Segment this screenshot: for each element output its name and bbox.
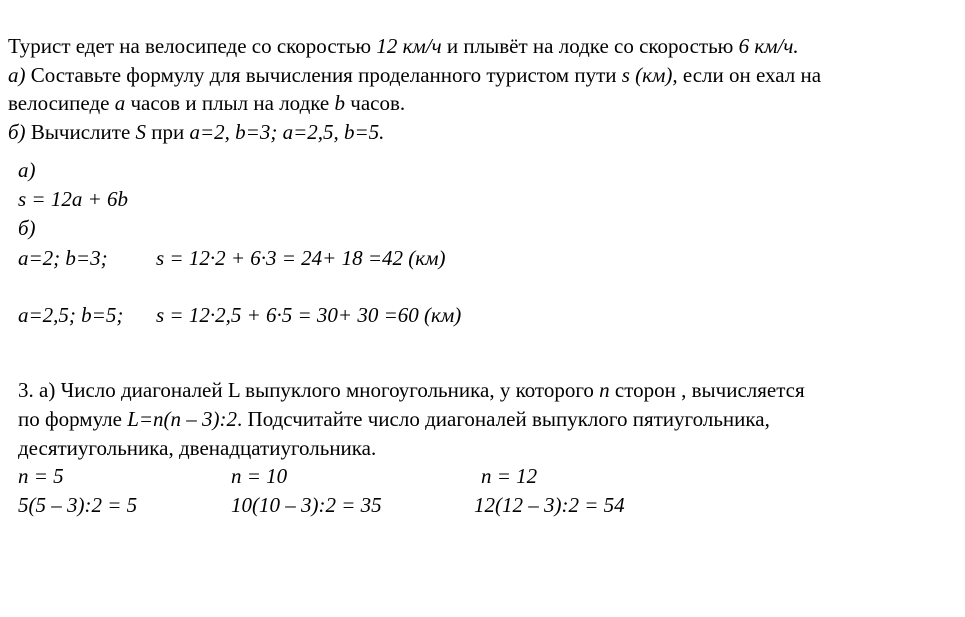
- text: 3. а) Число диагоналей L выпуклого многоугольника, у которого: [18, 378, 600, 402]
- text: . Подсчитайте число диагоналей выпуклого пятиугольника,: [237, 407, 770, 431]
- case-n12: n = 12: [481, 464, 538, 488]
- text: при: [146, 120, 190, 144]
- case2-vars: a=2,5; b=5;: [18, 303, 124, 327]
- var-s: s (км),: [621, 63, 678, 87]
- speed-bike: 12 км/ч: [376, 34, 442, 58]
- text: по формуле: [18, 407, 128, 431]
- problem3-line3: десятиугольника, двенадцатиугольника.: [18, 436, 377, 460]
- case-n5: n = 5: [18, 464, 64, 488]
- problem3-line2: [18, 407, 770, 431]
- text: Турист едет на велосипеде со скоростью: [8, 34, 377, 58]
- case2-calc: s = 12·2,5 + 6·5 = 30+ 30 =60 (км): [156, 303, 462, 327]
- text: и плывёт на лодке со скоростью: [441, 34, 739, 58]
- text: велосипеде: [8, 91, 115, 115]
- calc-n12: 12(12 – 3):2 = 54: [474, 493, 625, 517]
- text: Составьте формулу для вычисления проделанного туристом пути: [25, 63, 622, 87]
- text: часов и плыл на лодке: [125, 91, 335, 115]
- problem3-line1: [18, 378, 805, 402]
- text: часов.: [345, 91, 406, 115]
- problem2-line4: [8, 120, 384, 144]
- case-n10: n = 10: [231, 464, 288, 488]
- text: сторон , вычисляется: [609, 378, 805, 402]
- var-n: n: [599, 378, 610, 402]
- calc-n10: 10(10 – 3):2 = 35: [231, 493, 382, 517]
- var-b: b: [334, 91, 346, 115]
- solution-formula: s = 12a + 6b: [18, 187, 129, 211]
- solution-b-label: б): [18, 216, 36, 240]
- var-a: a: [114, 91, 126, 115]
- problem2-line3: [8, 91, 405, 115]
- problem2-line2: [8, 63, 821, 87]
- case1-vars: a=2; b=3;: [18, 246, 108, 270]
- solution-a-label: а): [18, 158, 36, 182]
- part-a-label: а): [8, 63, 26, 87]
- calc-n5: 5(5 – 3):2 = 5: [18, 493, 138, 517]
- part-b-label: б): [8, 120, 26, 144]
- given-values: a=2, b=3; a=2,5, b=5.: [189, 120, 385, 144]
- diagonal-formula: L=n(n – 3):2: [127, 407, 238, 431]
- var-S: S: [135, 120, 147, 144]
- speed-boat: 6 км/ч.: [738, 34, 799, 58]
- text: Вычислите: [25, 120, 136, 144]
- problem2-line1: [8, 34, 799, 58]
- text: если он ехал на: [677, 63, 822, 87]
- case1-calc: s = 12·2 + 6·3 = 24+ 18 =42 (км): [156, 246, 446, 270]
